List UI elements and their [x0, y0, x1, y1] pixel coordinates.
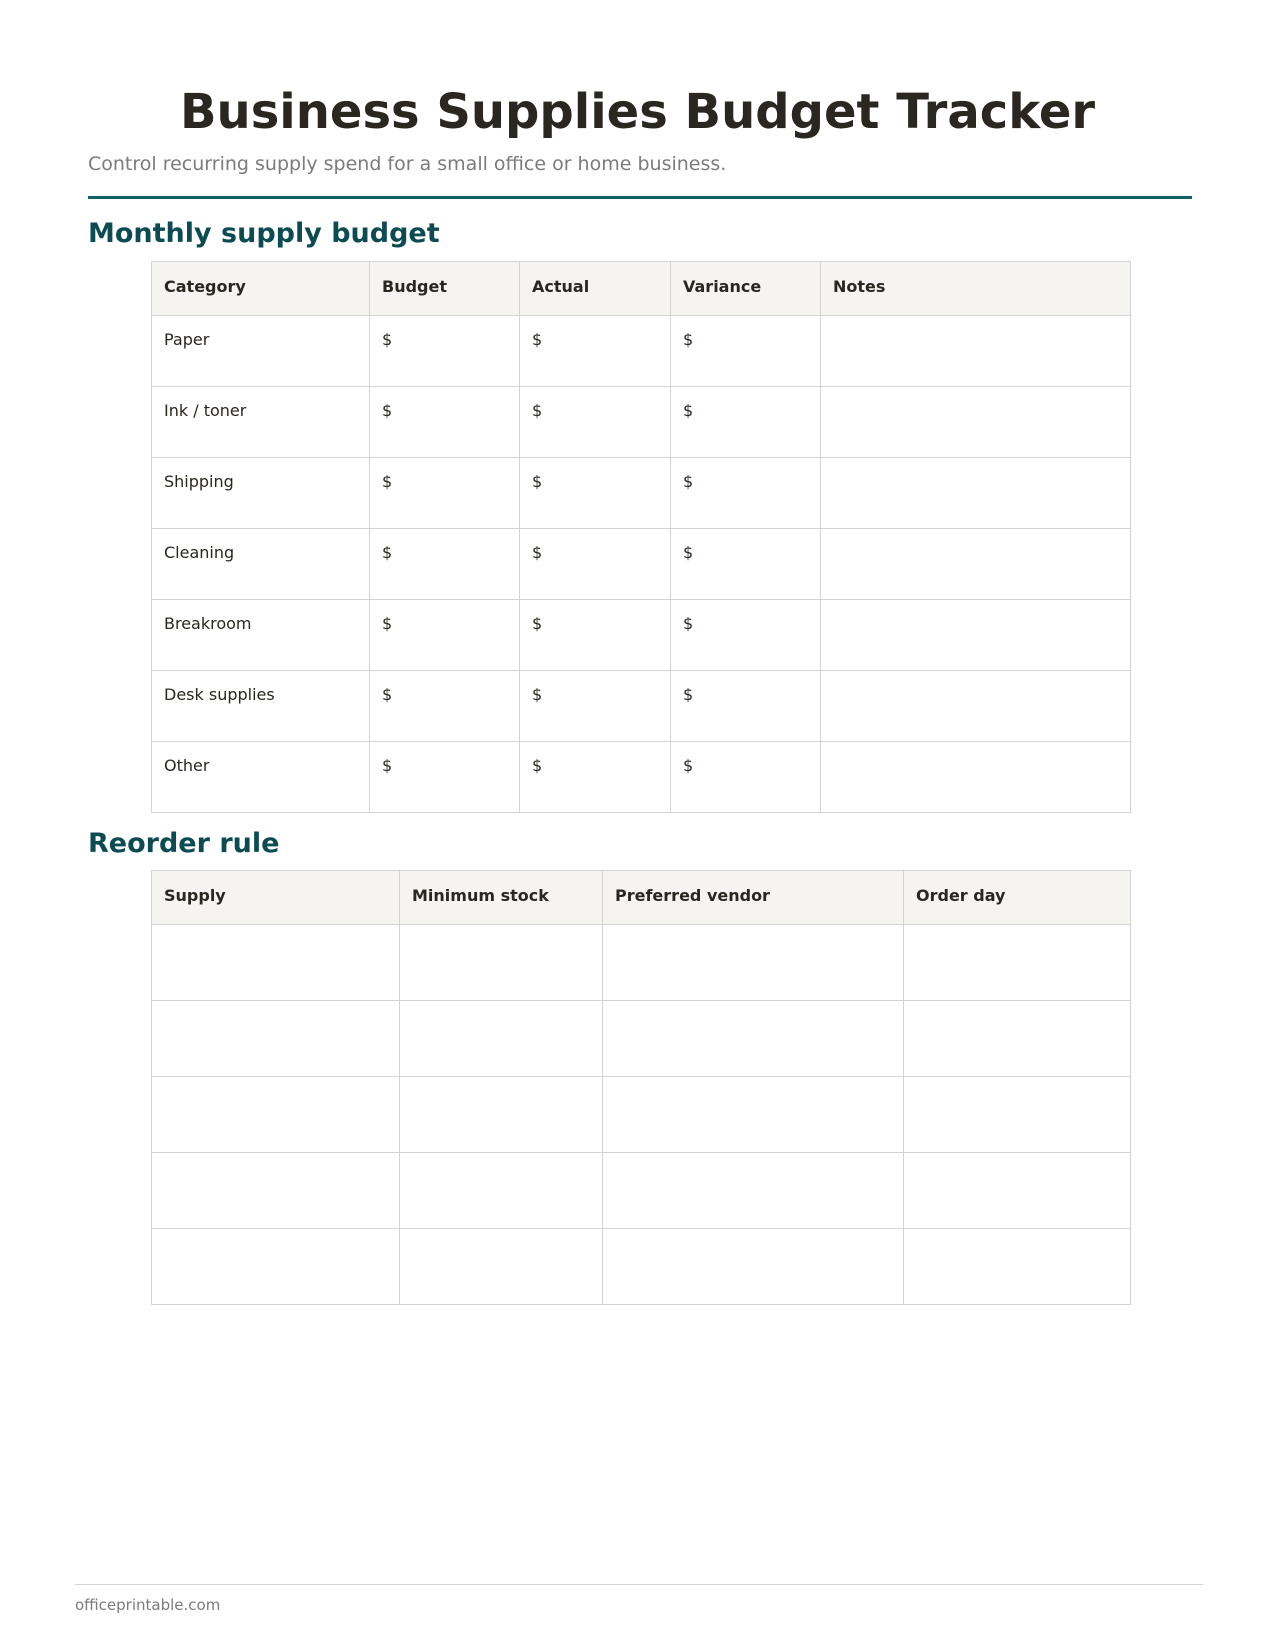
order-day-cell[interactable]	[904, 1001, 1131, 1077]
footer-divider	[75, 1584, 1203, 1585]
notes-cell[interactable]	[821, 742, 1131, 813]
budget-cell[interactable]: $	[370, 387, 520, 458]
variance-cell[interactable]: $	[671, 458, 821, 529]
category-cell: Other	[152, 742, 370, 813]
reorder-section-heading: Reorder rule	[88, 828, 280, 859]
table-row	[152, 387, 1131, 458]
preferred-vendor-cell[interactable]	[603, 925, 904, 1001]
reorder-table	[151, 870, 1131, 1305]
supply-cell[interactable]	[152, 1077, 400, 1153]
variance-cell[interactable]: $	[671, 529, 821, 600]
preferred-vendor-cell[interactable]	[603, 1001, 904, 1077]
notes-cell[interactable]	[821, 458, 1131, 529]
table-row	[152, 1229, 1131, 1305]
reorder-table-header-row	[152, 871, 1131, 925]
preferred-vendor-cell[interactable]	[603, 1153, 904, 1229]
supply-cell[interactable]	[152, 1001, 400, 1077]
reorder-column-header-preferred-vendor: Preferred vendor	[603, 871, 904, 925]
category-cell: Breakroom	[152, 600, 370, 671]
table-row	[152, 742, 1131, 813]
table-row	[152, 458, 1131, 529]
variance-cell[interactable]: $	[671, 600, 821, 671]
title-divider	[88, 196, 1192, 199]
table-row	[152, 1077, 1131, 1153]
table-row	[152, 925, 1131, 1001]
budget-cell[interactable]: $	[370, 600, 520, 671]
actual-cell[interactable]: $	[520, 600, 671, 671]
order-day-cell[interactable]	[904, 1077, 1131, 1153]
budget-cell[interactable]: $	[370, 458, 520, 529]
budget-table	[151, 261, 1131, 813]
footer-site-name: officeprintable.com	[75, 1596, 221, 1614]
budget-column-header-variance: Variance	[671, 262, 821, 316]
minimum-stock-cell[interactable]	[400, 1229, 603, 1305]
variance-cell[interactable]: $	[671, 316, 821, 387]
actual-cell[interactable]: $	[520, 671, 671, 742]
notes-cell[interactable]	[821, 529, 1131, 600]
minimum-stock-cell[interactable]	[400, 1001, 603, 1077]
table-row	[152, 316, 1131, 387]
notes-cell[interactable]	[821, 600, 1131, 671]
budget-table-header-row	[152, 262, 1131, 316]
notes-cell[interactable]	[821, 316, 1131, 387]
budget-column-header-budget: Budget	[370, 262, 520, 316]
supply-cell[interactable]	[152, 1153, 400, 1229]
order-day-cell[interactable]	[904, 1153, 1131, 1229]
order-day-cell[interactable]	[904, 925, 1131, 1001]
table-row	[152, 1153, 1131, 1229]
page-title: Business Supplies Budget Tracker	[179, 84, 1096, 140]
variance-cell[interactable]: $	[671, 387, 821, 458]
page-subtitle: Control recurring supply spend for a small office or home business.	[88, 153, 727, 175]
reorder-column-header-supply: Supply	[152, 871, 400, 925]
actual-cell[interactable]: $	[520, 316, 671, 387]
budget-column-header-actual: Actual	[520, 262, 671, 316]
reorder-column-header-order-day: Order day	[904, 871, 1131, 925]
category-cell: Cleaning	[152, 529, 370, 600]
table-row	[152, 529, 1131, 600]
actual-cell[interactable]: $	[520, 742, 671, 813]
table-row	[152, 671, 1131, 742]
table-row	[152, 600, 1131, 671]
actual-cell[interactable]: $	[520, 529, 671, 600]
budget-column-header-notes: Notes	[821, 262, 1131, 316]
budget-cell[interactable]: $	[370, 742, 520, 813]
budget-cell[interactable]: $	[370, 671, 520, 742]
category-cell: Paper	[152, 316, 370, 387]
minimum-stock-cell[interactable]	[400, 1153, 603, 1229]
reorder-column-header-minimum-stock: Minimum stock	[400, 871, 603, 925]
notes-cell[interactable]	[821, 671, 1131, 742]
actual-cell[interactable]: $	[520, 458, 671, 529]
preferred-vendor-cell[interactable]	[603, 1077, 904, 1153]
table-row	[152, 1001, 1131, 1077]
variance-cell[interactable]: $	[671, 671, 821, 742]
category-cell: Ink / toner	[152, 387, 370, 458]
supply-cell[interactable]	[152, 1229, 400, 1305]
category-cell: Shipping	[152, 458, 370, 529]
minimum-stock-cell[interactable]	[400, 1077, 603, 1153]
supply-cell[interactable]	[152, 925, 400, 1001]
actual-cell[interactable]: $	[520, 387, 671, 458]
minimum-stock-cell[interactable]	[400, 925, 603, 1001]
order-day-cell[interactable]	[904, 1229, 1131, 1305]
notes-cell[interactable]	[821, 387, 1131, 458]
budget-cell[interactable]: $	[370, 316, 520, 387]
preferred-vendor-cell[interactable]	[603, 1229, 904, 1305]
variance-cell[interactable]: $	[671, 742, 821, 813]
category-cell: Desk supplies	[152, 671, 370, 742]
budget-column-header-category: Category	[152, 262, 370, 316]
budget-cell[interactable]: $	[370, 529, 520, 600]
budget-section-heading: Monthly supply budget	[88, 218, 440, 249]
